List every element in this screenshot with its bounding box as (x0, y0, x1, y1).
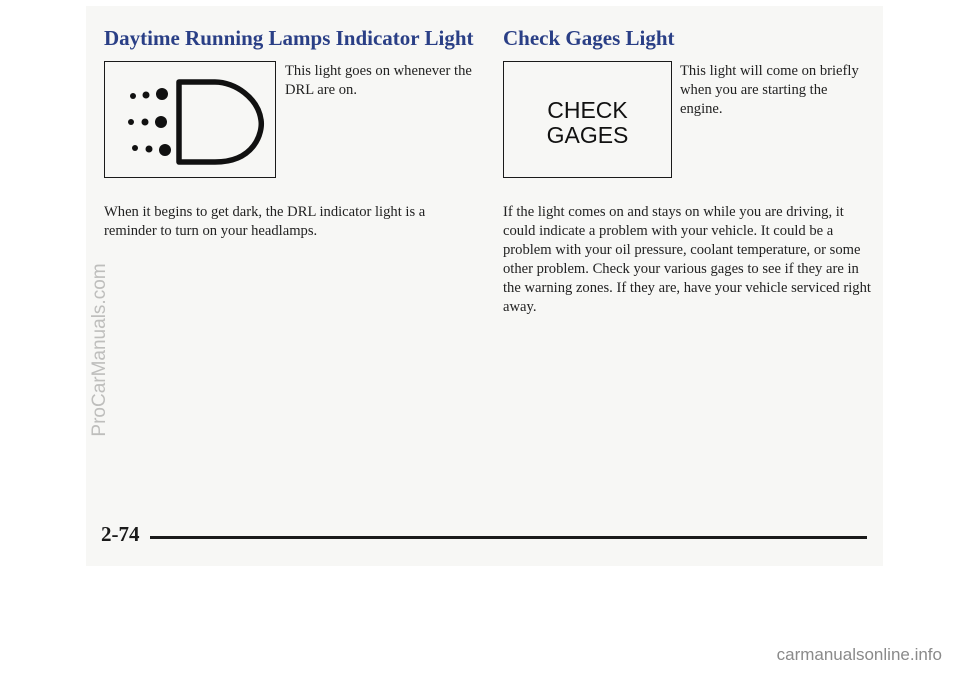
check-gages-line-1: CHECK (547, 97, 628, 123)
check-gages-indicator-box (503, 61, 672, 178)
check-gages-line-2: GAGES (546, 122, 629, 148)
check-gages-caption: This light will come on briefly when you are starting the engine. (680, 63, 859, 117)
page-number: 2-74 (101, 522, 140, 546)
bottom-watermark: carmanualsonline.info (776, 645, 942, 664)
check-gages-section-title: Check Gages Light (503, 26, 675, 50)
check-gages-body-text: If the light comes on and stays on while you are driving, it could indicate a problem with your vehicle. It could be a problem with your oil pressure, coolant temperature, or some other problem. Check your various gages to see if they are in the warning zones. If they are, have your vehicle serviced right away. (503, 204, 871, 315)
drl-indicator-box (104, 61, 276, 178)
drl-body-text: When it begins to get dark, the DRL indicator light is a reminder to turn on your headlamps. (104, 204, 426, 239)
drl-caption: This light goes on whenever the DRL are on. (285, 63, 472, 98)
drl-indicator-icon (105, 62, 274, 176)
side-watermark: ProCarManuals.com (89, 263, 110, 437)
drl-section-title: Daytime Running Lamps Indicator Light (104, 26, 474, 50)
footer-divider (150, 536, 867, 539)
